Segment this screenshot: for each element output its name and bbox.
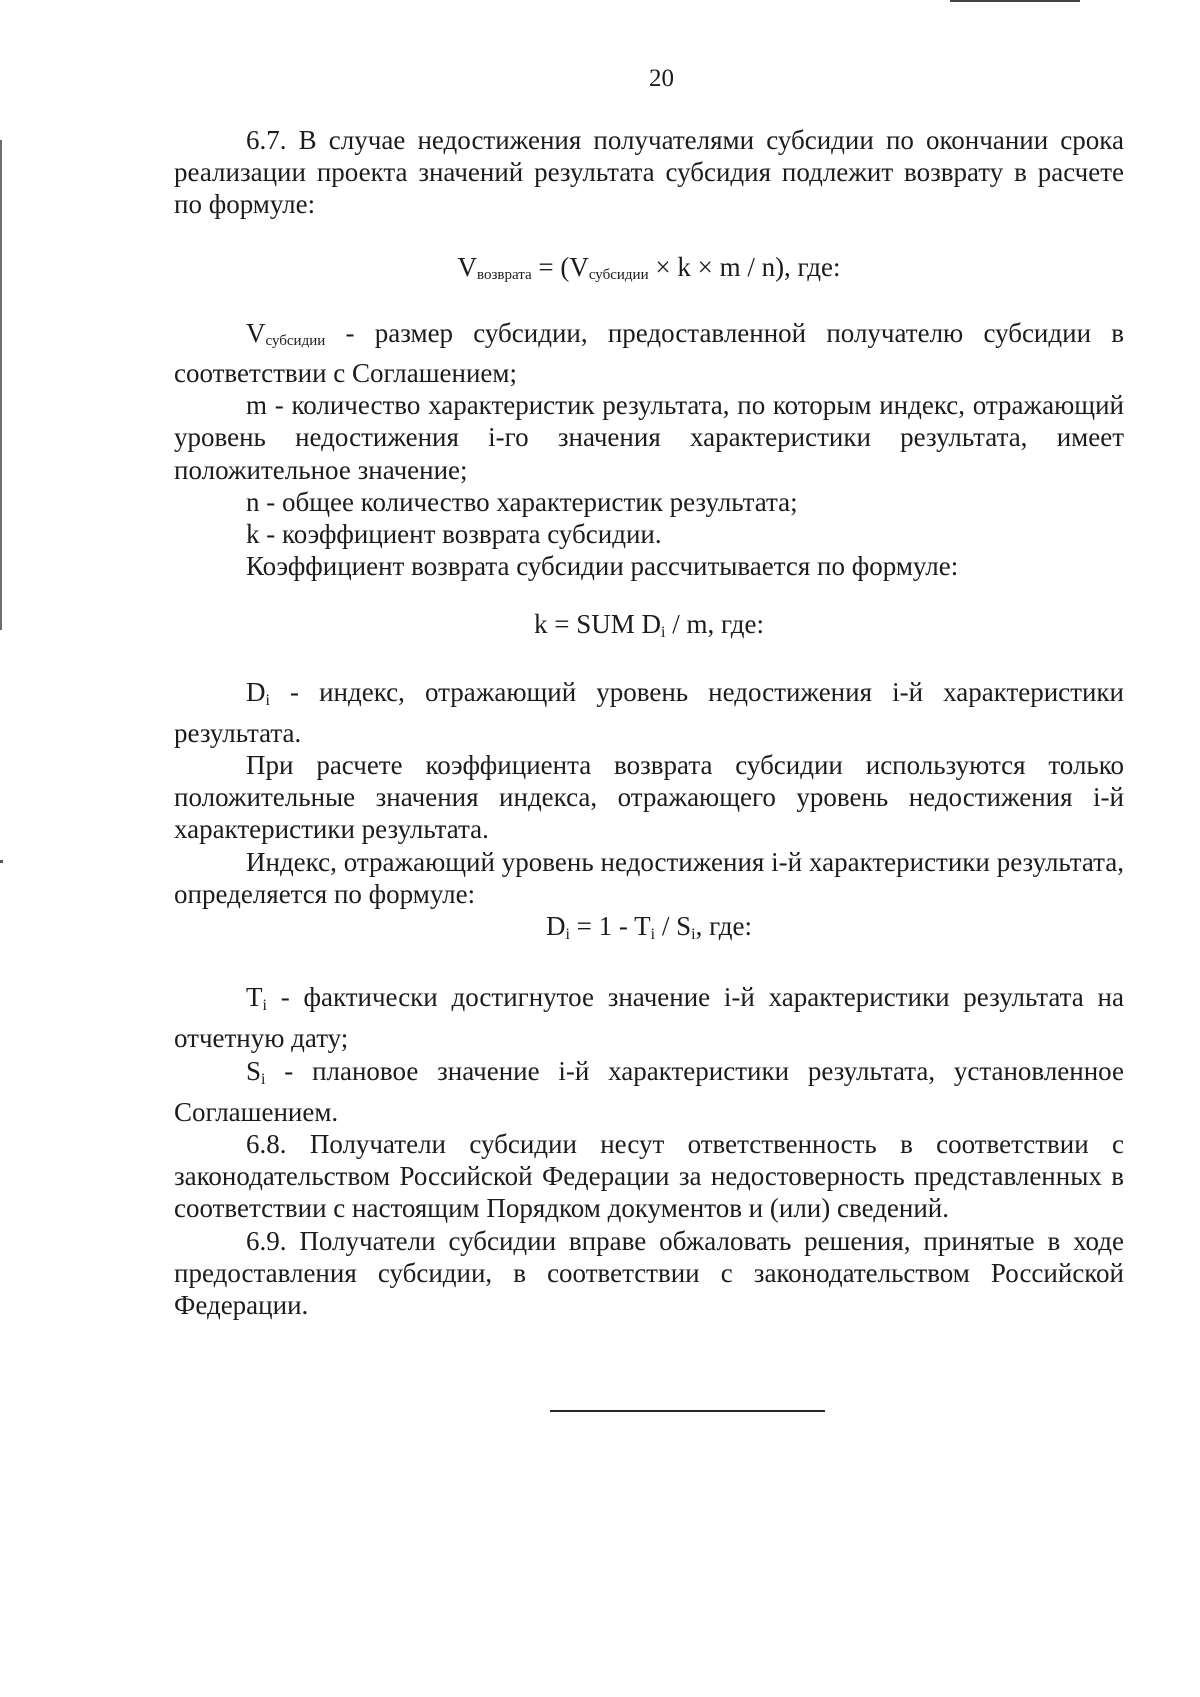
formula-return <box>174 251 1124 291</box>
definition-k: k - коэффициент возврата субсидии. <box>246 519 662 550</box>
definition-m: m - количество характеристик результата, по которым индекс, отражающий уровень недостижения i-го значения характеристики результата, имеет положительное значение; <box>174 390 1124 485</box>
formula3-sub3: i <box>691 926 696 944</box>
formula3-post: , где: <box>695 911 753 942</box>
page-number: 20 <box>649 65 674 92</box>
formula3-sub2: i <box>650 926 656 944</box>
document-body <box>174 124 1124 1321</box>
paragraph-6-8: 6.8. Получатели субсидии несут ответственность в соответствии с законодательством Российской Федерации за недостоверность представленных в соответствии с настоящим Порядком документов и (или) сведений. <box>174 1129 1124 1224</box>
def-v-text: - размер субсидии, предоставленной получателю субсидии в соответствии с Соглашением; <box>174 317 1124 389</box>
coefficient-intro: Коэффициент возврата субсидии рассчитывается по формуле: <box>246 551 959 582</box>
scan-edge-line <box>0 140 2 630</box>
definition-n: n - общее количество характеристик результата; <box>246 486 798 517</box>
def-s-symbol: S <box>246 1055 262 1086</box>
definition-d <box>174 676 1124 749</box>
formula2-post: / m, где: <box>665 609 764 640</box>
formula-sub-subsidy: субсидии <box>588 266 649 283</box>
paragraph-6-9: 6.9. Получатели субсидии вправе обжаловать решения, принятые в ходе предоставления субсидии, в соответствии с законодательством Российской Федерации. <box>174 1225 1124 1321</box>
scan-edge-mark <box>0 860 3 863</box>
def-v-sub: субсидии <box>265 332 326 349</box>
formula3-mid: = 1 - T <box>569 911 651 942</box>
formula2-pre: k = SUM D <box>534 609 662 640</box>
def-v-symbol: V <box>246 317 266 348</box>
def-s-text: - плановое значение i-й характеристики результата, установленное Соглашением. <box>174 1055 1124 1127</box>
def-d-sub: i <box>265 691 270 709</box>
definition-v <box>174 317 1124 389</box>
formula-v: V <box>457 251 477 282</box>
def-s-sub: i <box>261 1070 266 1088</box>
formula-eq: = (V <box>531 251 589 282</box>
formula-index <box>174 910 1124 951</box>
formula3-slash: / S <box>655 911 692 942</box>
def-t-symbol: T <box>246 982 263 1013</box>
def-t-sub: i <box>262 997 267 1015</box>
top-rule <box>950 0 1080 2</box>
formula3-sub1: i <box>565 926 570 944</box>
formula-sub-return: возврата <box>476 266 532 283</box>
calculation-note: При расчете коэффициента возврата субсидии используются только положительные значения индекса, отражающего уровень недостижения i-й характеристики результата. <box>174 750 1124 845</box>
def-d-symbol: D <box>246 676 266 707</box>
formula-coefficient <box>174 608 1124 649</box>
def-d-text: - индекс, отражающий уровень недостижения i-й характеристики результата. <box>174 676 1124 748</box>
formula3-d: D <box>545 911 566 942</box>
definition-s <box>174 1055 1124 1128</box>
end-separator <box>550 1410 825 1412</box>
definition-t <box>174 981 1124 1054</box>
index-intro: Индекс, отражающий уровень недостижения i-й характеристики результата, определяется по формуле: <box>174 846 1124 909</box>
formula-tail: × k × m / n), где: <box>648 251 841 282</box>
formula2-sub: i <box>661 624 666 642</box>
paragraph-6-7: 6.7. В случае недостижения получателями субсидии по окончании срока реализации проекта значений результата субсидия подлежит возврату в расчете по формуле: <box>174 125 1124 220</box>
def-t-text: - фактически достигнутое значение i-й характеристики результата на отчетную дату; <box>174 982 1124 1054</box>
